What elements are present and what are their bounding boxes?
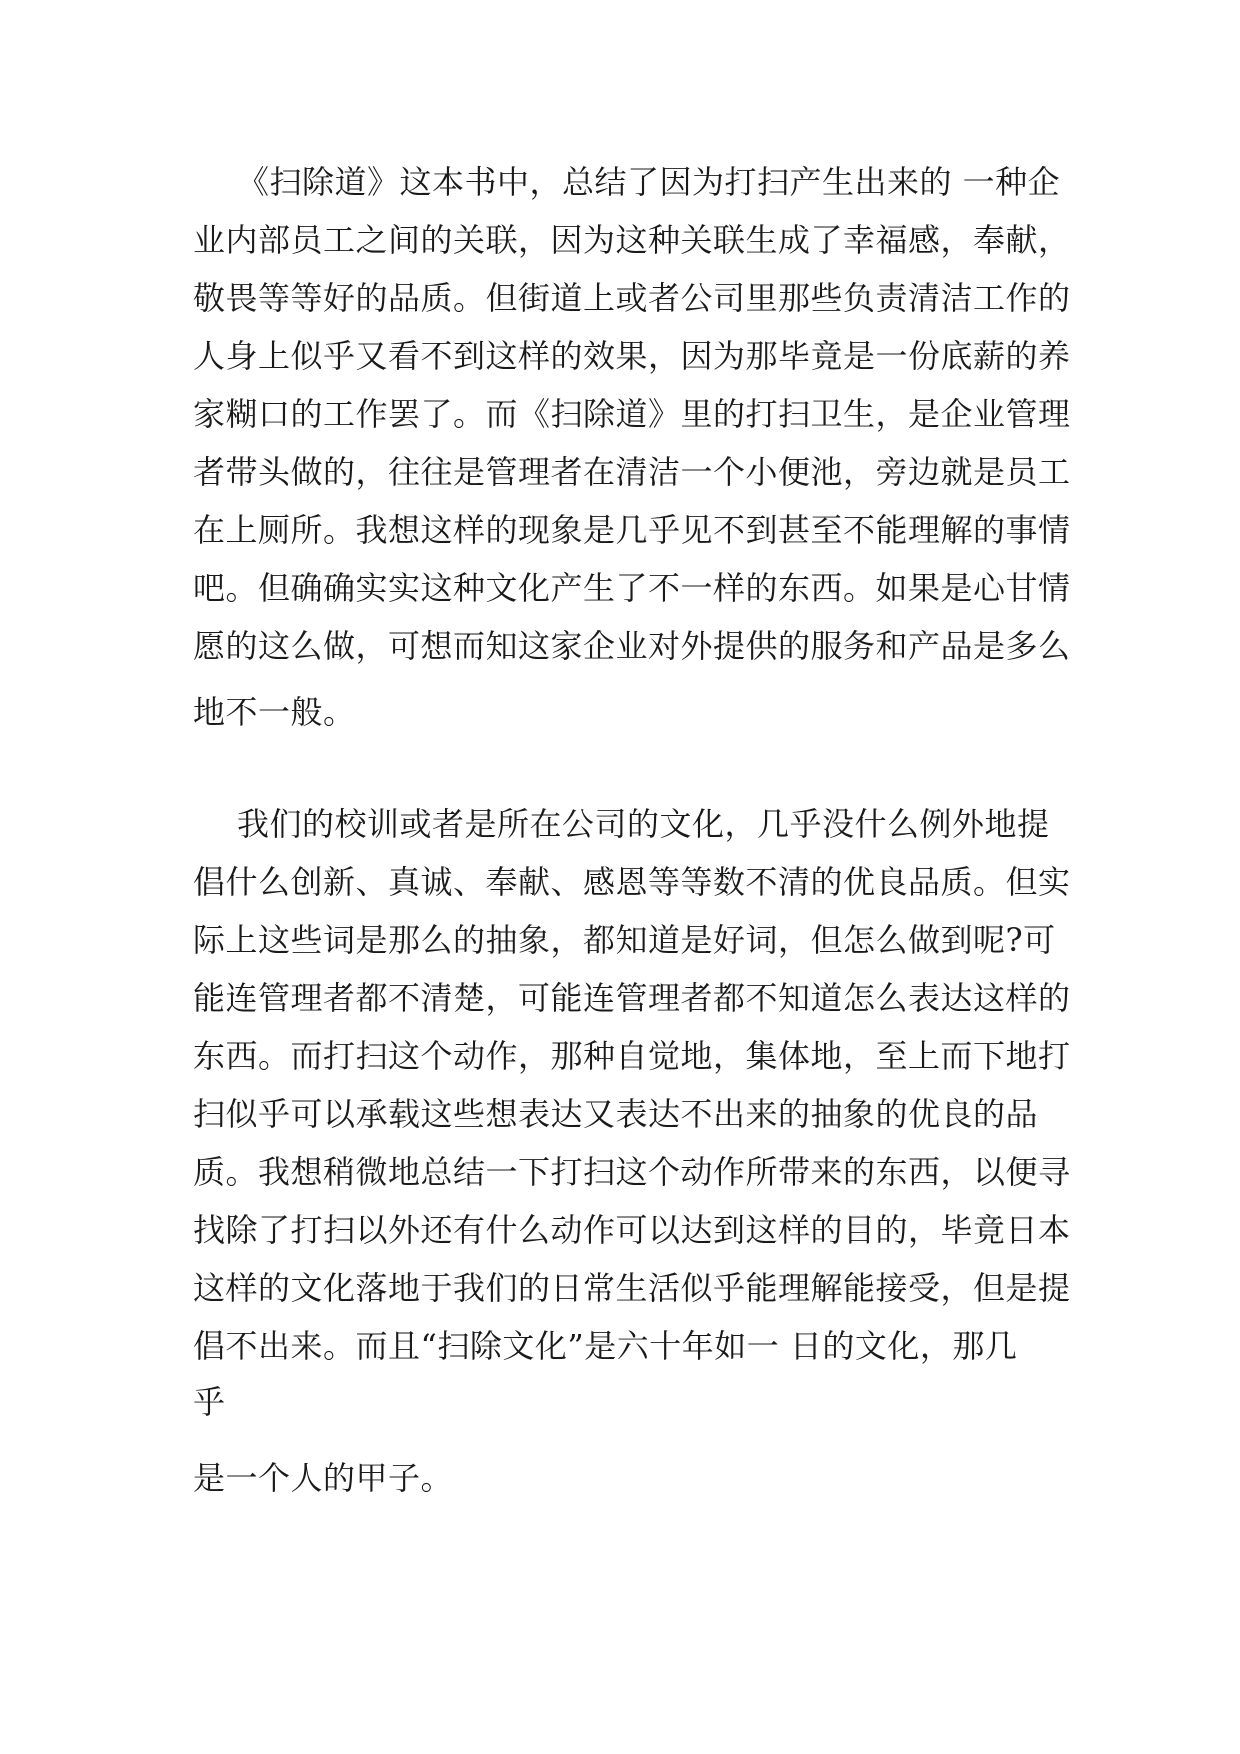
- paragraph-line: 东西。而打扫这个动作，那种自觉地，集体地，至上而下地打: [193, 1037, 1071, 1075]
- paragraph-line: 质。我想稍微地总结一下打扫这个动作所带来的东西，以便寻: [193, 1153, 1071, 1191]
- paragraph-line: 找除了打扫以外还有什么动作可以达到这样的目的，毕竟日本: [193, 1211, 1071, 1249]
- paragraph-line: 我们的校训或者是所在公司的文化，几乎没什么例外地提: [237, 805, 1050, 843]
- paragraph-line: 这样的文化落地于我们的日常生活似乎能理解能接受，但是提: [193, 1269, 1071, 1307]
- paragraph-line: 业内部员工之间的关联，因为这种关联生成了幸福感，奉献，: [193, 221, 1071, 259]
- paragraph-line: 是一个人的甲子。: [193, 1459, 454, 1497]
- paragraph-line: 吧。但确确实实这种文化产生了不一样的东西。如果是心甘情: [193, 569, 1071, 607]
- paragraph-line: 际上这些词是那么的抽象，都知道是好词，但怎么做到呢?可: [193, 921, 1056, 959]
- paragraph-line: 人身上似乎又看不到这样的效果，因为那毕竟是一份底薪的养: [193, 337, 1071, 375]
- paragraph-line: 扫似乎可以承载这些想表达又表达不出来的抽象的优良的品: [193, 1095, 1039, 1133]
- paragraph-line: 愿的这么做，可想而知这家企业对外提供的服务和产品是多么: [193, 627, 1071, 665]
- paragraph-line: 乎: [193, 1383, 226, 1421]
- paragraph-line: 倡不出来。而且“扫除文化”是六十年如一 日的文化，那几: [193, 1327, 1018, 1365]
- paragraph-line: 地不一般。: [193, 693, 356, 731]
- paragraph-line: 敬畏等等好的品质。但街道上或者公司里那些负责清洁工作的: [193, 279, 1071, 317]
- paragraph-line: 在上厕所。我想这样的现象是几乎见不到甚至不能理解的事情: [193, 511, 1071, 549]
- paragraph-line: 家糊口的工作罢了。而《扫除道》里的打扫卫生，是企业管理: [193, 395, 1071, 433]
- paragraph-line: 能连管理者都不清楚，可能连管理者都不知道怎么表达这样的: [193, 979, 1071, 1017]
- paragraph-line: 者带头做的，往往是管理者在清洁一个小便池，旁边就是员工: [193, 453, 1071, 491]
- paragraph-line: 《扫除道》这本书中，总结了因为打扫产生出来的 一种企: [237, 163, 1061, 201]
- paragraph-line: 倡什么创新、真诚、奉献、感恩等等数不清的优良品质。但实: [193, 863, 1071, 901]
